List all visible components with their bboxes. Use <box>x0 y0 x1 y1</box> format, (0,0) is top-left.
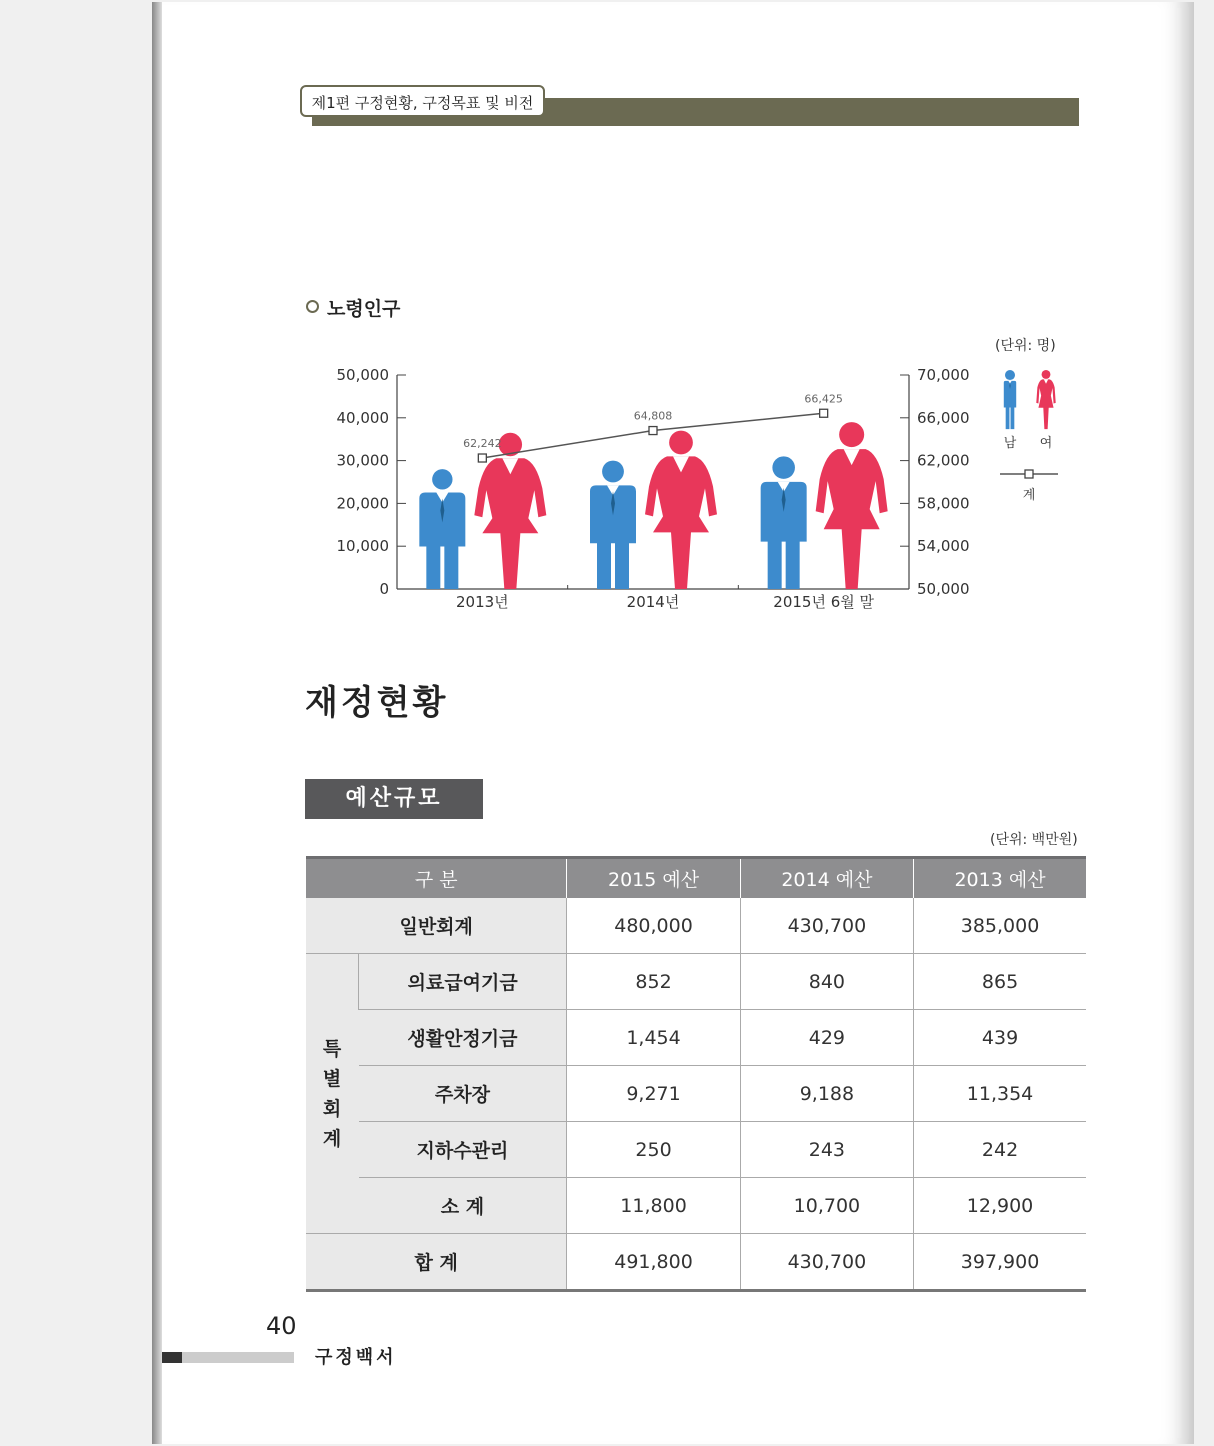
left-tick-label: 20,000 <box>336 494 389 513</box>
header-2015: 2015 예산 <box>567 858 740 899</box>
header-2014: 2014 예산 <box>740 858 913 899</box>
female-bar <box>816 422 888 589</box>
row-label: 지하수관리 <box>359 1122 567 1178</box>
x-tick-label: 2013년 <box>455 593 509 611</box>
right-tick-label: 62,000 <box>917 451 970 470</box>
woman-body <box>816 449 888 589</box>
right-tick-label: 54,000 <box>917 537 970 556</box>
budget-subtitle: 예산규모 <box>305 779 483 819</box>
cell: 430,700 <box>740 1234 913 1291</box>
cell: 439 <box>914 1010 1086 1066</box>
header-category: 구 분 <box>306 858 567 899</box>
row-label: 생활안정기금 <box>359 1010 567 1066</box>
legend-female-icon <box>1036 370 1055 429</box>
woman-head <box>839 422 864 447</box>
woman-body <box>1036 379 1055 429</box>
table-unit: (단위: 백만원) <box>990 832 1078 848</box>
cell: 242 <box>914 1122 1086 1178</box>
row-label: 소 계 <box>359 1178 567 1234</box>
woman-head <box>669 431 693 455</box>
man-head <box>772 456 795 479</box>
left-tick-label: 30,000 <box>336 451 389 470</box>
cell: 840 <box>740 954 913 1010</box>
left-tick-label: 40,000 <box>336 408 389 427</box>
table-row <box>306 1122 1086 1178</box>
cell: 243 <box>740 1122 913 1178</box>
cell: 430,700 <box>740 898 913 954</box>
cell: 11,800 <box>567 1178 740 1234</box>
cell: 397,900 <box>914 1234 1086 1291</box>
budget-table <box>306 856 1086 1292</box>
x-tick-label: 2014년 <box>626 593 680 611</box>
table-row-general <box>306 898 1086 954</box>
legend-female-label: 여 <box>1039 436 1053 451</box>
special-account-label <box>306 954 359 1234</box>
cell: 9,271 <box>567 1066 740 1122</box>
page-heading: 재정현황 <box>305 683 449 723</box>
cell: 9,188 <box>740 1066 913 1122</box>
total-data-label: 66,425 <box>804 392 843 406</box>
cell: 385,000 <box>914 898 1086 954</box>
page-fold-shadow <box>152 2 162 1444</box>
row-label: 의료급여기금 <box>359 954 567 1010</box>
left-tick-label: 10,000 <box>336 537 389 556</box>
male-bar <box>419 469 465 589</box>
elderly-population-chart <box>320 360 1080 630</box>
legend-total-label: 계 <box>1022 488 1036 503</box>
male-bar <box>761 456 807 589</box>
cell: 11,354 <box>914 1066 1086 1122</box>
total-point <box>649 427 657 435</box>
cell: 12,900 <box>914 1178 1086 1234</box>
right-tick-label: 66,000 <box>917 408 970 427</box>
cell: 480,000 <box>567 898 740 954</box>
row-label: 합 계 <box>306 1234 567 1291</box>
table-row <box>306 1010 1086 1066</box>
chapter-tab: 제1편 구정현황, 구정목표 및 비전 <box>300 85 545 117</box>
page-number: 40 <box>266 1312 297 1340</box>
book-title: 구정백서 <box>315 1347 397 1368</box>
footer-bar <box>162 1352 294 1363</box>
male-bar <box>590 461 636 589</box>
cell: 250 <box>567 1122 740 1178</box>
right-tick-label: 58,000 <box>917 494 970 513</box>
legend-total-point <box>1025 470 1033 478</box>
woman-body <box>645 456 717 589</box>
cell: 1,454 <box>567 1010 740 1066</box>
header-2013: 2013 예산 <box>914 858 1086 899</box>
x-tick-label: 2015년 6월 말 <box>773 593 875 611</box>
footer-bar-accent <box>162 1352 182 1363</box>
chart-unit: (단위: 명) <box>995 338 1056 354</box>
table-row <box>306 954 1086 1010</box>
legend-male-icon <box>1004 370 1016 429</box>
table-row <box>306 1066 1086 1122</box>
total-data-label: 64,808 <box>633 409 673 423</box>
table-row-total <box>306 1234 1086 1291</box>
woman-head <box>1042 370 1051 379</box>
table-header-row <box>306 858 1086 899</box>
vertical-char: 별 <box>322 1067 342 1090</box>
man-head <box>432 469 452 489</box>
table-row-subtotal <box>306 1178 1086 1234</box>
vertical-char: 회 <box>322 1097 342 1120</box>
left-tick-label: 0 <box>379 580 389 598</box>
man-head <box>602 461 624 483</box>
total-data-label: 62,242 <box>463 437 502 451</box>
vertical-char: 계 <box>322 1127 342 1150</box>
row-label: 주차장 <box>359 1066 567 1122</box>
cell: 852 <box>567 954 740 1010</box>
section-title-text: 노령인구 <box>327 298 401 320</box>
man-head <box>1005 370 1015 380</box>
vertical-char: 특 <box>322 1037 342 1060</box>
cell: 429 <box>740 1010 913 1066</box>
row-label: 일반회계 <box>306 898 567 954</box>
legend-male-label: 남 <box>1003 436 1017 451</box>
left-tick-label: 50,000 <box>336 366 389 384</box>
total-point <box>478 454 486 462</box>
section-title <box>306 294 400 321</box>
female-bar <box>645 431 717 589</box>
cell: 865 <box>914 954 1086 1010</box>
right-tick-label: 70,000 <box>917 366 970 384</box>
right-tick-label: 50,000 <box>917 580 970 598</box>
cell: 491,800 <box>567 1234 740 1291</box>
total-point <box>820 409 828 417</box>
bullet-circle-icon <box>306 300 319 313</box>
woman-body <box>474 458 546 589</box>
cell: 10,700 <box>740 1178 913 1234</box>
